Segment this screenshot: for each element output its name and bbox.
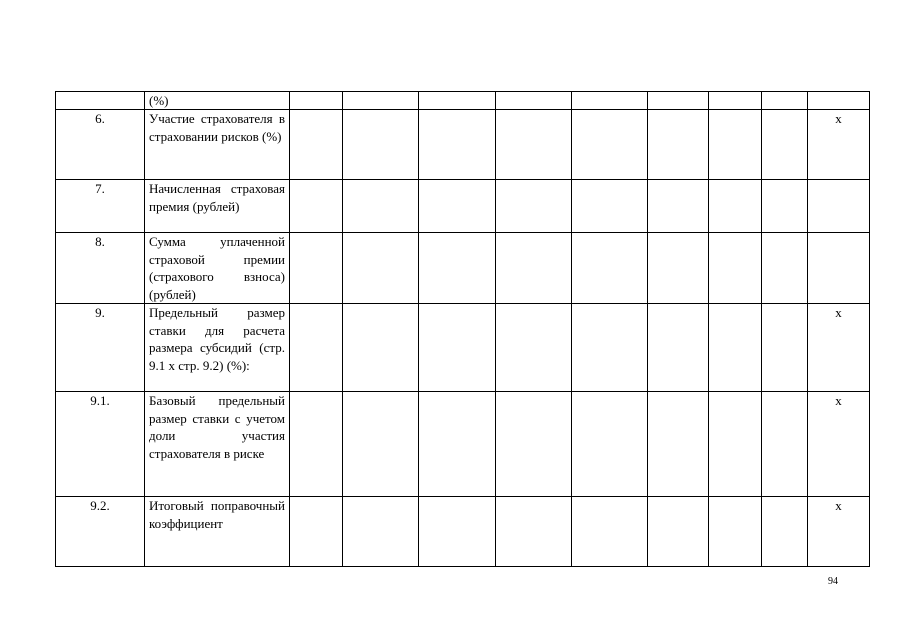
- data-cell: [419, 180, 496, 233]
- data-cell: [343, 110, 419, 180]
- page-number: 94: [828, 576, 838, 587]
- mark-cell: х: [808, 110, 870, 180]
- data-cell: [762, 92, 808, 110]
- data-cell: [572, 110, 648, 180]
- row-number: 7.: [56, 180, 145, 233]
- form-table: [55, 91, 870, 567]
- data-cell: [762, 392, 808, 497]
- mark-cell: х: [808, 304, 870, 392]
- row-label: Начисленная страховая премия (рублей): [145, 180, 290, 233]
- table-row: [56, 304, 870, 392]
- table-row: [56, 110, 870, 180]
- data-cell: [290, 233, 343, 304]
- data-cell: [496, 233, 572, 304]
- data-cell: [419, 110, 496, 180]
- data-cell: [496, 392, 572, 497]
- data-cell: [572, 304, 648, 392]
- data-cell: [419, 92, 496, 110]
- data-cell: [572, 92, 648, 110]
- data-cell: [762, 110, 808, 180]
- row-number: 9.1.: [56, 392, 145, 497]
- data-cell: [648, 92, 709, 110]
- row-label: Базовый предельный размер ставки с учетом доли участия страхователя в риске: [145, 392, 290, 497]
- row-number: [56, 92, 145, 110]
- data-cell: [343, 392, 419, 497]
- data-cell: [290, 180, 343, 233]
- table-row: [56, 497, 870, 567]
- row-label: Итоговый поправочный коэффициент: [145, 497, 290, 567]
- data-cell: [496, 497, 572, 567]
- data-cell: [762, 233, 808, 304]
- data-cell: [648, 233, 709, 304]
- data-cell: [419, 233, 496, 304]
- data-cell: [648, 392, 709, 497]
- data-cell: [343, 92, 419, 110]
- data-cell: [290, 392, 343, 497]
- data-cell: [343, 180, 419, 233]
- data-cell: [419, 392, 496, 497]
- data-cell: [762, 304, 808, 392]
- data-cell: [496, 180, 572, 233]
- data-cell: [709, 233, 762, 304]
- mark-cell: [808, 92, 870, 110]
- data-cell: [762, 497, 808, 567]
- data-cell: [572, 497, 648, 567]
- data-cell: [572, 233, 648, 304]
- data-cell: [648, 180, 709, 233]
- row-number: 6.: [56, 110, 145, 180]
- data-cell: [648, 497, 709, 567]
- data-cell: [709, 304, 762, 392]
- row-label: Участие страхователя в страховании рисков (%): [145, 110, 290, 180]
- data-cell: [648, 304, 709, 392]
- data-cell: [419, 304, 496, 392]
- mark-cell: х: [808, 392, 870, 497]
- table-row: [56, 392, 870, 497]
- row-number: 9.2.: [56, 497, 145, 567]
- table-row: [56, 92, 870, 110]
- data-cell: [709, 180, 762, 233]
- data-cell: [709, 497, 762, 567]
- data-cell: [762, 180, 808, 233]
- data-cell: [496, 92, 572, 110]
- data-cell: [496, 304, 572, 392]
- data-cell: [496, 110, 572, 180]
- table-row: [56, 180, 870, 233]
- mark-cell: х: [808, 497, 870, 567]
- data-cell: [290, 497, 343, 567]
- data-cell: [709, 92, 762, 110]
- data-cell: [290, 304, 343, 392]
- data-cell: [290, 92, 343, 110]
- data-cell: [290, 110, 343, 180]
- data-cell: [343, 304, 419, 392]
- row-number: 9.: [56, 304, 145, 392]
- row-label: Сумма уплаченной страховой премии (страхового взноса) (рублей): [145, 233, 290, 304]
- row-label: Предельный размер ставки для расчета размера субсидий (стр. 9.1 х стр. 9.2) (%):: [145, 304, 290, 392]
- data-cell: [572, 180, 648, 233]
- mark-cell: [808, 180, 870, 233]
- row-number: 8.: [56, 233, 145, 304]
- data-cell: [343, 233, 419, 304]
- data-cell: [343, 497, 419, 567]
- data-cell: [709, 392, 762, 497]
- data-cell: [709, 110, 762, 180]
- table-row: [56, 233, 870, 304]
- mark-cell: [808, 233, 870, 304]
- data-cell: [648, 110, 709, 180]
- data-cell: [419, 497, 496, 567]
- data-cell: [572, 392, 648, 497]
- row-label: (%): [145, 92, 290, 110]
